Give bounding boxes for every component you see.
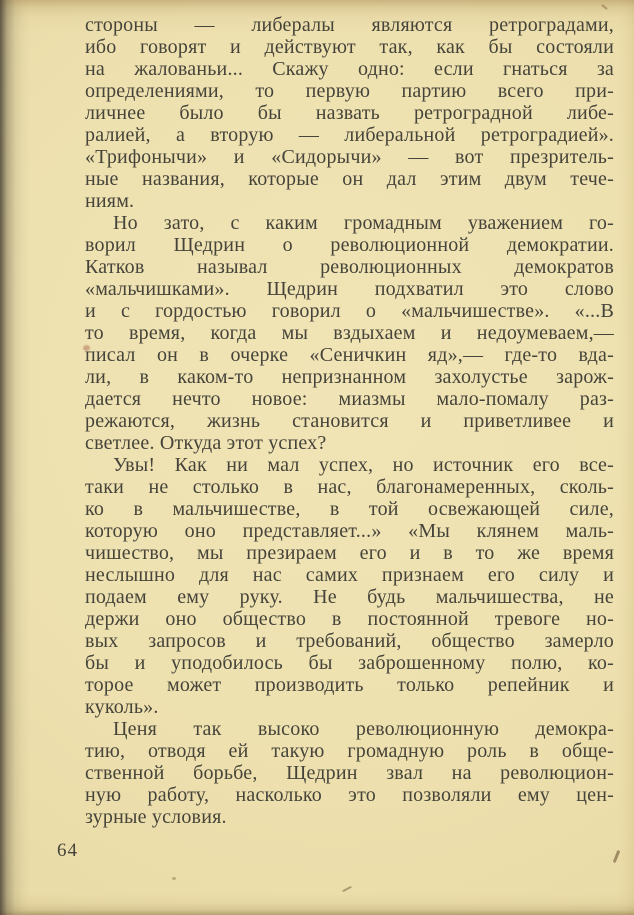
text-line: «мальчишками». Щедрин подхватил это слово [85,278,614,300]
text-line: ко в мальчишестве, в той освежающей силе, [85,498,614,520]
text-line: которую оно представляет...» «Мы клянем маль- [85,520,614,542]
paper-speck [613,850,621,863]
text-line: подаем ему руку. Не будь мальчишества, не [85,586,614,608]
text-line: режаются, жизнь становится и приветливее и [85,410,614,432]
text-line: Увы! Как ни мал успех, но источник его все- [113,454,614,476]
text-line: зурные условия. [85,806,227,828]
text-line: дается нечто новое: миазмы мало-помалу раз- [85,388,614,410]
text-line: ные названия, которые он дал этим двум тече- [85,168,614,190]
text-line: вых запросов и требований, общество замерло [85,630,614,652]
text-line: ралией, а вторую — либеральной ретроградией». [85,124,614,146]
ink-speck [83,345,90,351]
paper-speck [601,4,608,10]
text-line: на жалованьи... Скажу одно: если гнаться за [85,58,614,80]
text-line: личнее было бы назвать ретроградной либе- [85,102,614,124]
text-line: ственной борьбе, Щедрин звал на революцион- [85,762,614,784]
text-line: ную работу, насколько это позволяли ему цен- [85,784,614,806]
text-line: куколь». [85,696,159,718]
text-line: ли, в каком-то непризнанном захолустье зарож- [85,366,614,388]
text-line: стороны — либералы являются ретроградами, [85,14,614,36]
text-line: таки не столько в нас, благонамеренных, сколь- [85,476,614,498]
text-line: ибо говорят и действуют так, как бы состояли [85,36,614,58]
text-line: Но зато, с каким громадным уважением го- [113,212,614,234]
text-line: то время, когда мы вздыхаем и недоумеваем,— [85,322,614,344]
text-line: Катков называл революционных демократов [85,256,614,278]
text-line: ворил Щедрин о революционной демократии. [85,234,614,256]
text-line: чишество, мы презираем его и в то же время [85,542,614,564]
text-line: определениями, то первую партию всего при- [85,80,614,102]
text-line: торое может производить только репейник и [85,674,614,696]
text-line: Ценя так высоко революционную демокра- [113,718,614,740]
text-line: держи оно общество в постоянной тревоге но- [85,608,614,630]
paper-speck [342,886,352,892]
text-line: и с гордостью говорил о «мальчишестве». «...В [85,300,614,322]
text-line: ниям. [85,190,135,212]
text-block [85,14,614,828]
text-line: писал он в очерке «Сеничкин яд»,— где-то вда- [85,344,614,366]
text-line: неслышно для нас самих признаем его силу и [85,564,614,586]
page-number: 64 [57,840,78,861]
text-line: «Трифонычи» и «Сидорычи» — вот презритель- [85,146,614,168]
paper-speck [172,877,176,880]
text-line: тию, отводя ей такую громадную роль в обще- [85,740,614,762]
text-line: светлее. Откуда этот успех? [85,432,327,454]
text-line: бы и уподобилось бы заброшенному полю, ко- [85,652,614,674]
